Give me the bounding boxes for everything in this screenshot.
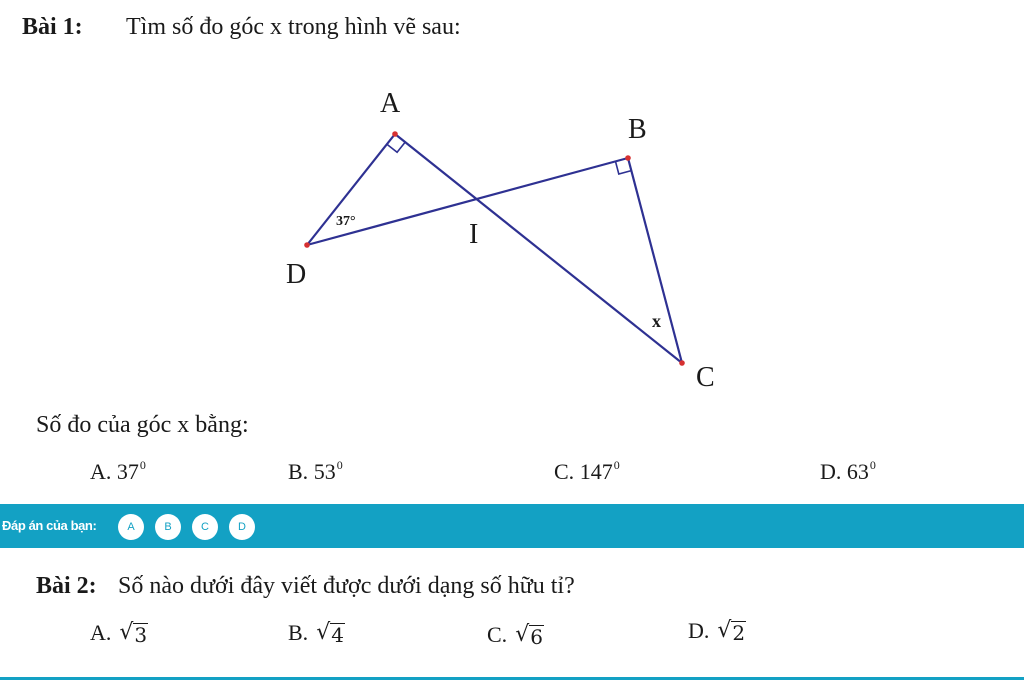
- q2-option-b[interactable]: [288, 620, 345, 646]
- q2-text: Số nào dưới đây viết được dưới dạng số hữu tỉ?: [118, 573, 575, 599]
- q2-option-d[interactable]: [688, 618, 746, 644]
- option-key: A.: [90, 459, 112, 484]
- answer-choice-b[interactable]: B: [155, 514, 181, 540]
- option-key: D.: [820, 459, 842, 484]
- option-key: B.: [288, 620, 309, 645]
- label-angle-37: 37°: [336, 214, 356, 229]
- q1-prompt: Số đo của góc x bằng:: [36, 412, 249, 438]
- answer-bar: [0, 504, 1024, 548]
- label-B: B: [628, 114, 647, 145]
- option-value: 63: [846, 459, 869, 484]
- q1-number: Bài 1:: [22, 14, 83, 40]
- q2-heading: [36, 573, 575, 600]
- option-degree: 0: [336, 458, 343, 472]
- option-key: C.: [554, 459, 575, 484]
- sqrt-expression: [119, 621, 148, 646]
- q1-option-c[interactable]: [554, 458, 620, 485]
- point-C: [679, 360, 685, 366]
- option-key: C.: [487, 622, 508, 647]
- answer-label: Đáp án của bạn:: [2, 518, 97, 533]
- point-A: [392, 131, 398, 137]
- bottom-divider: [0, 677, 1024, 680]
- radical-sign: √: [515, 621, 530, 647]
- radicand: 2: [732, 620, 746, 645]
- q1-heading: [22, 14, 461, 41]
- q2-option-a[interactable]: [90, 620, 148, 646]
- sqrt-expression: [316, 621, 345, 646]
- option-value: 53: [313, 459, 336, 484]
- q1-option-d[interactable]: [820, 458, 876, 485]
- geometry-figure: [280, 80, 750, 400]
- radical-sign: √: [316, 619, 331, 645]
- radicand: 4: [331, 622, 344, 647]
- option-key: D.: [688, 618, 710, 643]
- segment-AC: [395, 134, 682, 363]
- option-degree: 0: [869, 458, 876, 472]
- option-value: 147: [579, 459, 613, 484]
- point-D: [304, 242, 310, 248]
- option-value: 37: [116, 459, 139, 484]
- answer-choice-a[interactable]: A: [118, 514, 144, 540]
- label-D: D: [286, 259, 307, 290]
- radical-sign: √: [717, 617, 732, 643]
- label-C: C: [696, 362, 715, 393]
- answer-choice-c[interactable]: C: [192, 514, 218, 540]
- q1-option-a[interactable]: [90, 458, 146, 485]
- point-B: [625, 155, 631, 161]
- radicand: 6: [530, 624, 543, 649]
- segment-BC: [628, 158, 682, 363]
- right-angle-mark-A: [387, 142, 405, 152]
- option-key: B.: [288, 459, 309, 484]
- sqrt-expression: [717, 619, 746, 644]
- label-I: I: [469, 219, 479, 250]
- label-x: x: [652, 311, 661, 331]
- q2-option-c[interactable]: [487, 622, 544, 648]
- q1-text: Tìm số đo góc x trong hình vẽ sau:: [126, 14, 461, 40]
- radical-sign: √: [119, 619, 134, 645]
- option-key: A.: [90, 620, 112, 645]
- q2-number: Bài 2:: [36, 573, 97, 599]
- sqrt-expression: [515, 623, 544, 648]
- answer-choice-d[interactable]: D: [229, 514, 255, 540]
- option-degree: 0: [613, 458, 620, 472]
- option-degree: 0: [139, 458, 146, 472]
- segment-DB: [307, 158, 628, 245]
- label-A: A: [380, 88, 401, 119]
- radicand: 3: [134, 622, 148, 647]
- q1-option-b[interactable]: [288, 458, 343, 485]
